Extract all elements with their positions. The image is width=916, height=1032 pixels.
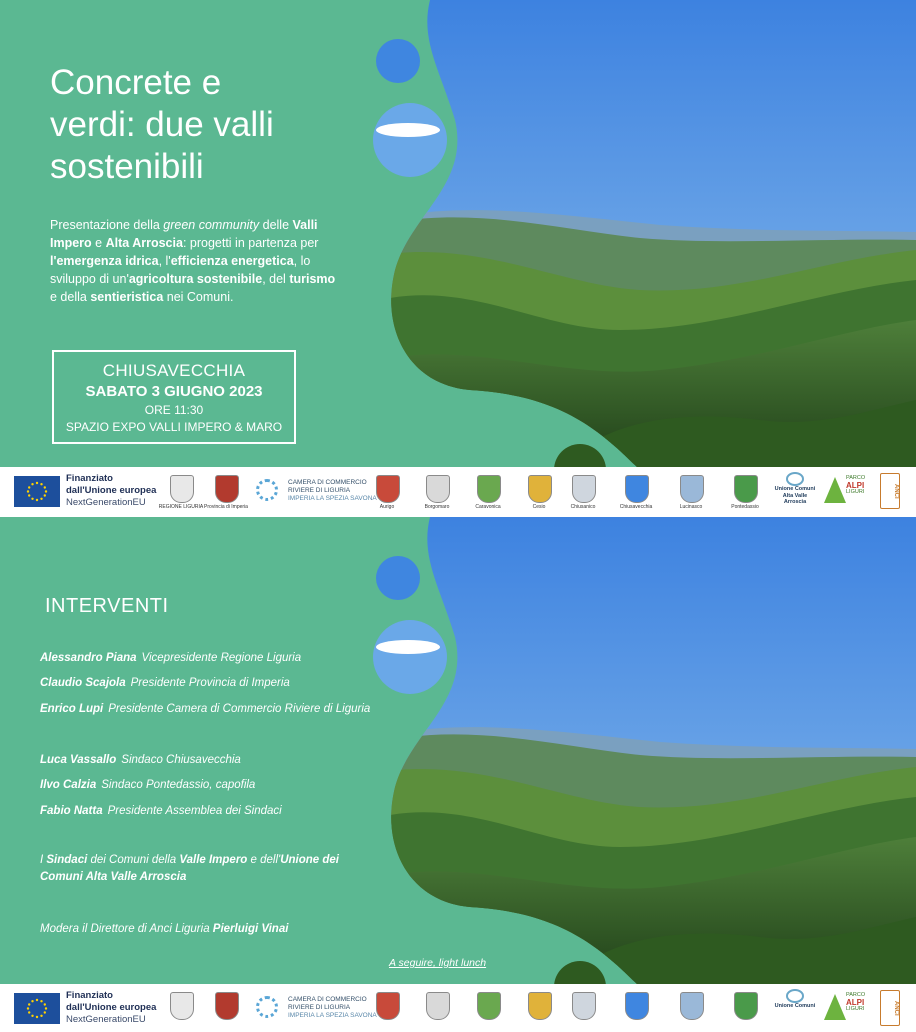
unione-comuni-logo: Unione Comuni [772, 989, 818, 1027]
borgomaro-crest-icon [426, 475, 450, 503]
provincia-imperia-crest-icon [215, 992, 239, 1020]
logo-caption: Provincia di Imperia [204, 504, 248, 510]
speaker-line: Ilvo Calzia Sindaco Pontedassio, capofila [40, 779, 256, 791]
sponsor-logo-strip [0, 984, 916, 1032]
sky-bubble-small [376, 39, 420, 83]
speaker-line: Alessandro Piana Vicepresidente Regione Liguria [40, 652, 302, 664]
event-town: CHIUSAVECCHIA [102, 361, 246, 380]
anci-logo: ANCI [880, 990, 900, 1026]
mayors-note: I Sindaci dei Comuni della Valle Impero e dell'Unione dei Comuni Alta Valle Arroscia [40, 854, 339, 883]
section-title-interventi: INTERVENTI [45, 595, 169, 617]
event-time: ORE 11:30 [144, 403, 204, 417]
mountain-icon [786, 989, 804, 1003]
event-details-box [52, 350, 296, 444]
speaker-line: Luca Vassallo Sindaco Chiusavecchia [40, 754, 241, 766]
caravonica-crest-icon [477, 992, 501, 1020]
cloud [376, 640, 440, 654]
flyer-title [50, 62, 380, 188]
mountain-icon [824, 994, 846, 1020]
speaker-line: Claudio Scajola Presidente Provincia di Imperia [40, 677, 290, 689]
aurigo-crest-icon [376, 475, 400, 503]
speaker-line: Enrico Lupi Presidente Camera di Commercio Riviere di Liguria [40, 703, 371, 715]
sky-bubble-large [373, 103, 447, 177]
title-line: sostenibili [50, 147, 204, 186]
sky-bubble-large [373, 620, 447, 694]
unione-comuni-logo: Unione Comuni Alta Valle Arroscia [772, 472, 818, 510]
event-place: SPAZIO EXPO VALLI IMPERO & MARO [65, 420, 283, 434]
sponsor-logo-strip: Finanziato dall'Unione europea NextGenerationEU REGIONE LIGURIA Provincia di Imperia CAMERA DI COMMERCIO RIVIERE DI LIGURIA IMPERIA LA SPEZIA SAVONA Aurigo Borgomaro Caravonica Cesio Chiusanico Chiusavecchia Lucinasco Pontedassio Unione Comuni Alta Valle Arroscia PARCO ALPI LIGURI ANCI [0, 467, 916, 515]
regione-liguria-crest-icon [170, 992, 194, 1020]
chamber-ring-icon [256, 996, 278, 1018]
sky-bubble-small [376, 556, 420, 600]
mountain-icon [786, 472, 804, 486]
event-date: SABATO 3 GIUGNO 2023 [85, 383, 263, 400]
caravonica-crest-icon [477, 475, 501, 503]
lucinasco-crest-icon [680, 992, 704, 1020]
chiusavecchia-crest-icon [625, 992, 649, 1020]
chiusanico-crest-icon [572, 475, 596, 503]
pontedassio-crest-icon [734, 992, 758, 1020]
mountain-icon [824, 477, 846, 503]
anci-logo: ANCI [880, 473, 900, 509]
provincia-imperia-crest-icon [215, 475, 239, 503]
logo-caption: REGIONE LIGURIA [158, 504, 204, 510]
title-line: Concrete e [50, 63, 222, 102]
moderator-line: Modera il Direttore di Anci Liguria Pierluigi Vinai [40, 923, 289, 935]
chiusavecchia-crest-icon [625, 475, 649, 503]
aurigo-crest-icon [376, 992, 400, 1020]
pontedassio-crest-icon [734, 475, 758, 503]
cloud [376, 123, 440, 137]
camera-commercio-logo: CAMERA DI COMMERCIO RIVIERE DI LIGURIA IMPERIA LA SPEZIA SAVONA [256, 994, 386, 1022]
parco-alpi-liguri-logo: PARCO ALPI LIGURI [824, 473, 872, 509]
flyer-description: Presentazione della green community delle Valli Impero e Alta Arroscia: progetti in partenza per l'emergenza idrica, l'efficienza energetica, lo sviluppo di un'agricoltura sostenibile, del turismo e della sentieristica nei Comuni. [50, 218, 336, 304]
lunch-note: A seguire, light lunch [389, 957, 487, 969]
cesio-crest-icon [528, 475, 552, 503]
chamber-ring-icon [256, 479, 278, 501]
regione-liguria-crest-icon [170, 475, 194, 503]
eu-flag-icon [14, 476, 60, 507]
flyer-presentation [0, 0, 916, 515]
speaker-line: Fabio Natta Presidente Assemblea dei Sindaci [40, 805, 282, 817]
eu-flag-icon [14, 993, 60, 1024]
eu-funding-text: Finanziato dall'Unione europea NextGenerationEU [66, 990, 157, 1025]
chiusanico-crest-icon [572, 992, 596, 1020]
eu-funding-text: Finanziato dall'Unione europea NextGenerationEU [66, 473, 157, 508]
camera-commercio-logo: CAMERA DI COMMERCIO RIVIERE DI LIGURIA IMPERIA LA SPEZIA SAVONA [256, 477, 386, 505]
title-line: verdi: due valli [50, 105, 274, 144]
cesio-crest-icon [528, 992, 552, 1020]
lucinasco-crest-icon [680, 475, 704, 503]
parco-alpi-liguri-logo: PARCO ALPI LIGURI [824, 990, 872, 1026]
borgomaro-crest-icon [426, 992, 450, 1020]
flyer-speakers [0, 517, 916, 1032]
